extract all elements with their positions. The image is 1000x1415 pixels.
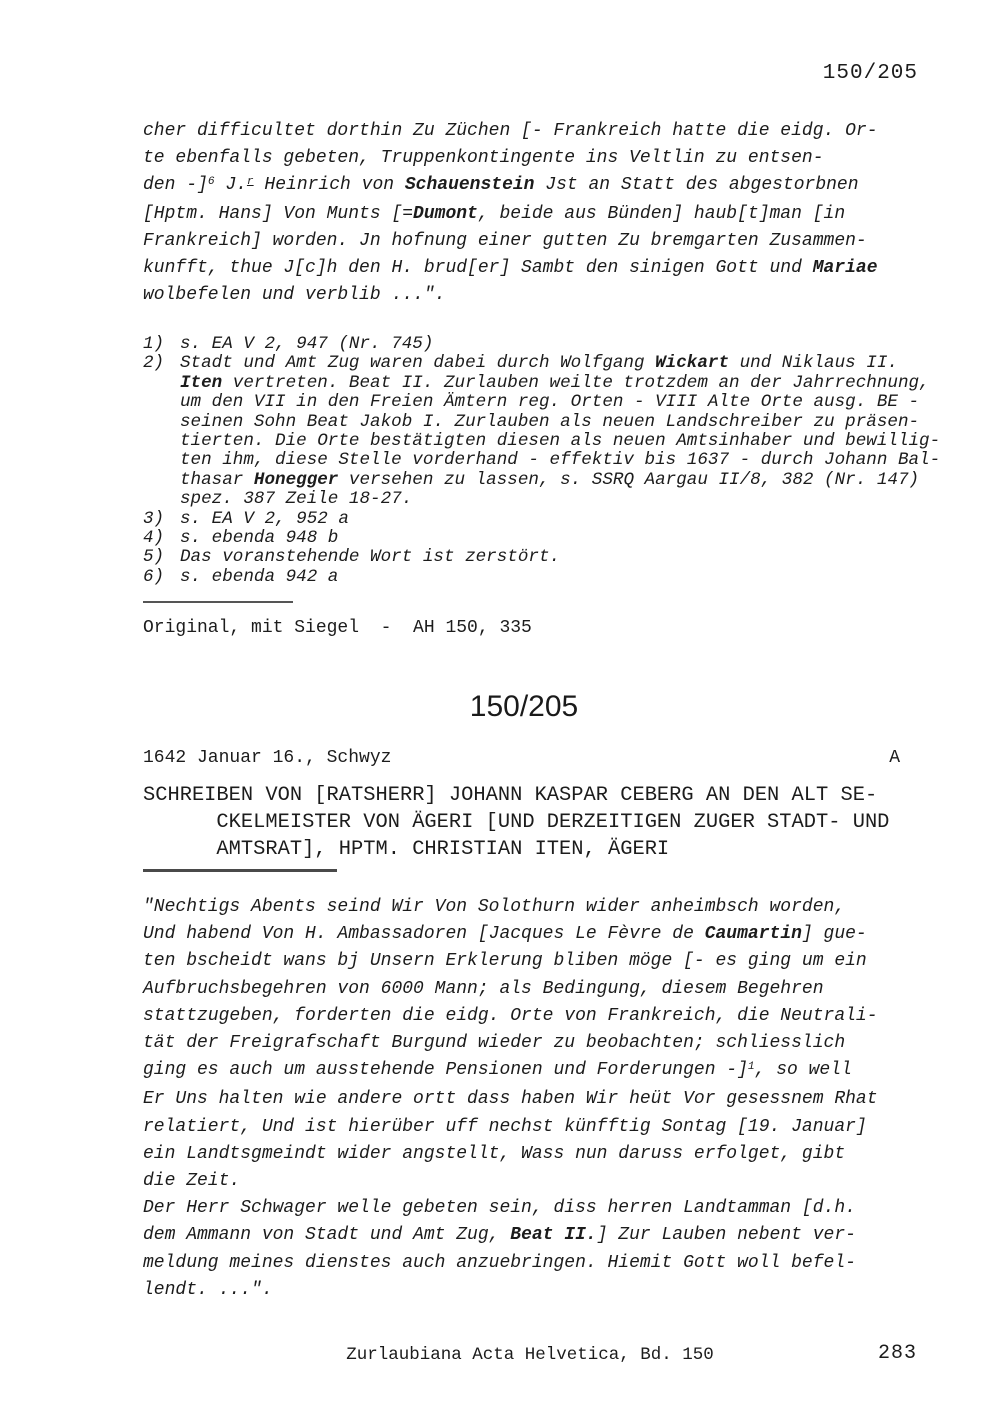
footnote-number: 6) bbox=[143, 566, 165, 587]
text-line: cher difficultet dorthin Zu Züchen [- Frankreich hatte die eidg. Or- bbox=[143, 121, 878, 141]
text-line: den -]$^6$ J.$^r$ Heinrich von Schauenstein Jst an Statt des abgestorbnen bbox=[143, 175, 859, 195]
text-line: seinen Sohn Beat Jakob I. Zurlauben als neuen Landschreiber zu präsen- bbox=[180, 411, 920, 432]
text-line: s. ebenda 948 b bbox=[180, 528, 339, 549]
text-line: Er Uns halten wie andere ortt dass haben Wir heüt Vor gesessnem Rhat bbox=[143, 1089, 878, 1110]
text-line: lendt. ...". bbox=[143, 1279, 273, 1300]
text-line: te ebenfalls gebeten, Truppenkontingente ins Veltlin zu entsen- bbox=[143, 148, 824, 168]
prev-entry-body-text bbox=[143, 118, 878, 309]
footnote-text bbox=[180, 548, 560, 567]
footnote bbox=[143, 529, 940, 548]
footnote-text bbox=[180, 354, 940, 509]
text-line: ten bscheidt wans bj Unsern Erklerung bliben möge [- es ging um ein bbox=[143, 951, 867, 972]
text-line: "Nechtigs Abents seind Wir Von Solothurn wider anheimbsch worden, bbox=[143, 897, 846, 917]
dateline-date: 1642 Januar 16., Schwyz bbox=[143, 748, 392, 768]
text-line: ein Landtsgmeindt wider angstellt, Wass nun daruss erfolget, gibt bbox=[143, 1143, 846, 1164]
footnote-number: 1) bbox=[143, 334, 165, 354]
footnote-number: 5) bbox=[143, 547, 165, 568]
text-line: Frankreich] worden. Jn hofnung einer gutten Zu bremgarten Zusammen- bbox=[143, 231, 867, 251]
footnotes-block bbox=[143, 335, 940, 587]
text-line: CKELMEISTER VON ÄGERI [UND DERZEITIGEN ZUGER STADT- UND bbox=[143, 811, 890, 834]
text-line: die Zeit. bbox=[143, 1171, 241, 1192]
text-line: tät der Freigrafschaft Burgund wieder zu beobachten; schliesslich bbox=[143, 1033, 846, 1054]
text-line: ging es auch um ausstehende Pensionen und Forderungen -]$^1$, so well bbox=[143, 1060, 852, 1081]
text-line: dem Ammann von Stadt und Amt Zug, Beat II.] Zur Lauben nebent ver- bbox=[143, 1225, 856, 1246]
footnote-text bbox=[180, 335, 433, 354]
text-line: s. EA V 2, 952 a bbox=[180, 508, 349, 529]
text-line: kunfft, thue J[c]h den H. brud[er] Sambt den sinigen Gott und Mariae bbox=[143, 258, 878, 278]
dateline-row bbox=[143, 746, 900, 770]
divider-line bbox=[143, 869, 337, 872]
footnote-text bbox=[180, 510, 349, 529]
text-line: Stadt und Amt Zug waren dabei durch Wolfgang Wickart und Niklaus II. bbox=[180, 353, 898, 374]
source-note: Original, mit Siegel - AH 150, 335 bbox=[143, 618, 532, 638]
text-line: Aufbruchsbegehren von 6000 Mann; als Bedingung, diesem Begehren bbox=[143, 978, 824, 999]
text-line: thasar Honegger versehen zu lassen, s. SSRQ Aargau II/8, 382 (Nr. 147) bbox=[180, 469, 920, 490]
text-line: SCHREIBEN VON [RATSHERR] JOHANN KASPAR CEBERG AN DEN ALT SE- bbox=[143, 784, 878, 807]
text-line: wolbefelen und verblib ...". bbox=[143, 285, 446, 305]
running-head: 150/205 bbox=[822, 62, 918, 85]
text-line: s. ebenda 942 a bbox=[180, 566, 339, 587]
page-number: 283 bbox=[877, 1342, 917, 1365]
divider-line bbox=[143, 601, 293, 603]
footnote bbox=[143, 335, 940, 354]
text-line: stattzugeben, forderten die eidg. Orte von Frankreich, die Neutrali- bbox=[143, 1005, 878, 1026]
text-line: ten ihm, diese Stelle vorderhand - effektiv bis 1637 - durch Johann Bal- bbox=[180, 450, 941, 471]
footnote-text bbox=[180, 529, 338, 548]
text-line: tierten. Die Orte bestätigten diesen als neuen Amtsinhaber und bewillig- bbox=[180, 431, 941, 452]
footnote-number: 3) bbox=[143, 508, 165, 529]
footnote bbox=[143, 354, 940, 509]
footnote bbox=[143, 548, 940, 567]
entry-number-heading: 150/205 bbox=[469, 690, 579, 723]
footer-book-title: Zurlaubiana Acta Helvetica, Bd. 150 bbox=[346, 1345, 714, 1365]
text-line: Der Herr Schwager welle gebeten sein, diss herren Landtamman [d.h. bbox=[143, 1198, 856, 1219]
footnote-number: 2) bbox=[143, 353, 165, 374]
source-letter: A bbox=[889, 748, 900, 768]
text-line: spez. 387 Zeile 18-27. bbox=[180, 489, 413, 510]
text-line: meldung meines dienstes auch anzuebringen. Hiemit Gott woll befel- bbox=[143, 1252, 856, 1273]
text-line: AMTSRAT], HPTM. CHRISTIAN ITEN, ÄGERI bbox=[143, 838, 670, 861]
text-line: relatiert, Und ist hierüber uff nechst künfftig Sontag [19. Januar] bbox=[143, 1116, 867, 1137]
text-line: Iten vertreten. Beat II. Zurlauben weilte trotzdem an der Jahrrechnung, bbox=[180, 372, 930, 393]
text-line: Das voranstehende Wort ist zerstört. bbox=[180, 547, 561, 568]
page-footer bbox=[143, 1344, 917, 1366]
text-line: s. EA V 2, 947 (Nr. 745) bbox=[180, 334, 434, 354]
entry-body-text bbox=[143, 894, 878, 1304]
footnote bbox=[143, 568, 940, 587]
footnote-number: 4) bbox=[143, 528, 165, 549]
text-line: Und habend Von H. Ambassadoren [Jacques Le Fèvre de Caumartin] gue- bbox=[143, 924, 867, 945]
text-line: um den VII in den Freien Ämtern reg. Orten - VIII Alte Orte ausg. BE - bbox=[180, 392, 920, 413]
text-line: [Hptm. Hans] Von Munts [=Dumont, beide aus Bünden] haub[t]man [in bbox=[143, 204, 846, 224]
entry-title bbox=[143, 782, 889, 863]
footnote-text bbox=[180, 568, 338, 587]
footnote bbox=[143, 510, 940, 529]
